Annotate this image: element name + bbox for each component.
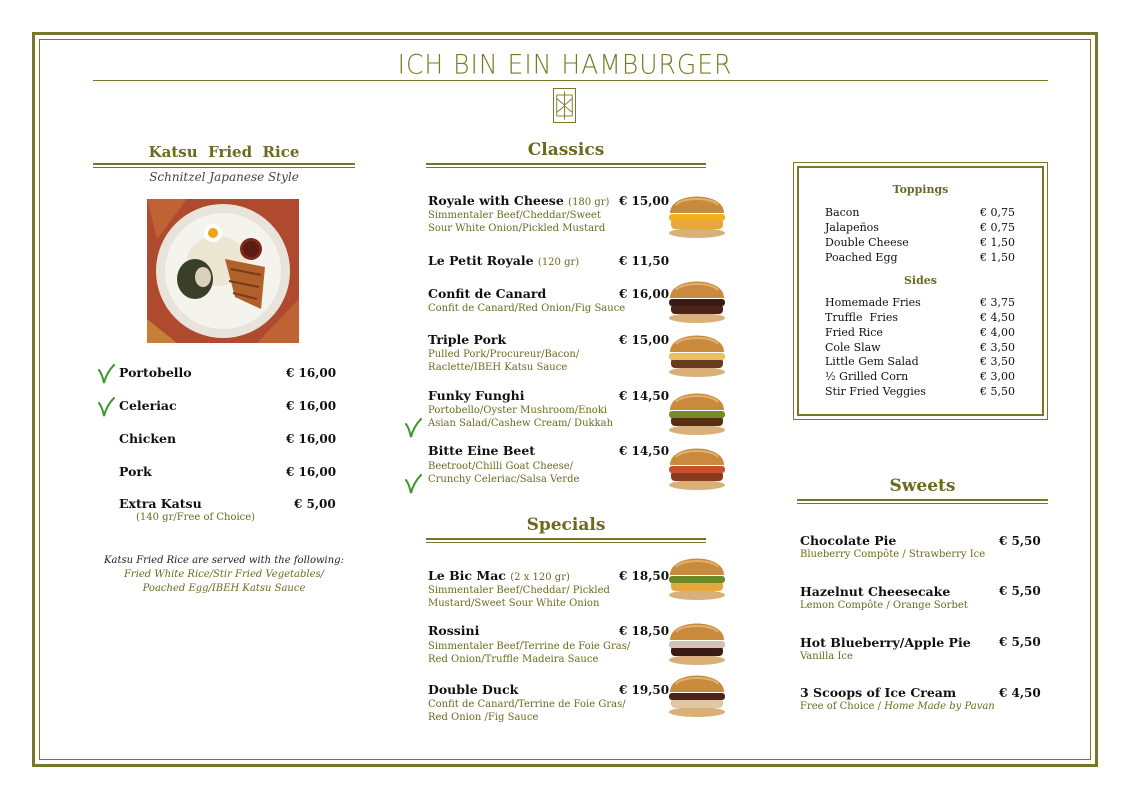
katsu-item-name: Celeriac xyxy=(119,398,177,413)
side-name: Cole Slaw xyxy=(825,341,881,354)
side-price: € 3,75 xyxy=(980,296,1015,309)
sweet-item-price: € 5,50 xyxy=(999,584,1041,598)
menu-item-price: € 18,50 xyxy=(619,569,670,583)
side-price: € 4,00 xyxy=(980,326,1015,339)
menu-item-name xyxy=(428,332,506,347)
katsu-item-price: € 16,00 xyxy=(286,465,337,479)
sweet-item-price: € 4,50 xyxy=(999,686,1041,700)
menu-item-price: € 15,00 xyxy=(619,194,670,208)
menu-item-name xyxy=(428,388,525,403)
katsu-section-title: Katsu Fried Rice xyxy=(148,143,300,161)
burger-photo xyxy=(662,545,732,601)
burger-photo xyxy=(662,322,732,378)
menu-item-description: Confit de Canard/Red Onion/Fig Sauce xyxy=(428,303,626,314)
katsu-item-name: Pork xyxy=(119,464,152,479)
menu-item-description: Beetroot/Chilli Goat Cheese/ xyxy=(428,461,573,472)
extra-katsu-note: (140 gr/Free of Choice) xyxy=(136,512,256,523)
sweet-item-name: Hot Blueberry/Apple Pie xyxy=(800,635,971,650)
sweet-item-description: Vanilla Ice xyxy=(800,651,853,662)
menu-item-description: Raclette/IBEH Katsu Sauce xyxy=(428,362,568,373)
menu-item-description: Pulled Pork/Procureur/Bacon/ xyxy=(428,349,580,360)
menu-item-title: Royale with Cheese xyxy=(428,193,564,208)
topping-price: € 0,75 xyxy=(980,221,1015,234)
menu-item-description: Asian Salad/Cashew Cream/ Dukkah xyxy=(428,418,614,429)
toppings-heading: Toppings xyxy=(892,183,949,196)
menu-item-price: € 11,50 xyxy=(619,254,670,268)
side-price: € 4,50 xyxy=(980,311,1015,324)
katsu-item-price: € 16,00 xyxy=(286,432,337,446)
menu-item-weight: (120 gr) xyxy=(537,257,580,268)
side-name: ½ Grilled Corn xyxy=(825,370,909,383)
menu-item-name xyxy=(428,253,579,268)
katsu-title-underline xyxy=(93,163,355,168)
menu-item-price: € 15,00 xyxy=(619,333,670,347)
side-name: Little Gem Salad xyxy=(825,355,919,368)
menu-item-description: Simmentaler Beef/Cheddar/ Pickled xyxy=(428,585,610,596)
menu-item-name xyxy=(428,623,479,638)
sweet-item-price: € 5,50 xyxy=(999,635,1041,649)
menu-item-price: € 14,50 xyxy=(619,444,670,458)
classics-title-underline xyxy=(426,163,706,168)
menu-item-price: € 16,00 xyxy=(619,287,670,301)
topping-price: € 1,50 xyxy=(980,236,1015,249)
classics-section-title: Classics xyxy=(527,140,605,160)
topping-price: € 0,75 xyxy=(980,206,1015,219)
katsu-item-name: Portobello xyxy=(119,365,192,380)
menu-item-title: Double Duck xyxy=(428,682,519,697)
katsu-item-price: € 16,00 xyxy=(286,366,337,380)
burger-photo xyxy=(662,435,732,491)
menu-item-description: Red Onion /Fig Sauce xyxy=(428,712,539,723)
sweet-item-description: Blueberry Compôte / Strawberry Ice xyxy=(800,549,986,560)
menu-item-title: Rossini xyxy=(428,623,480,638)
side-name: Truffle Fries xyxy=(825,311,899,324)
menu-item-description: Crunchy Celeriac/Salsa Verde xyxy=(428,474,580,485)
vegan-leaf-icon xyxy=(404,418,422,438)
menu-item-description: Simmentaler Beef/Terrine de Foie Gras/ xyxy=(428,641,631,652)
sweet-item-name: Chocolate Pie xyxy=(800,533,897,548)
sweets-title-underline xyxy=(797,499,1048,504)
katsu-served-note: Katsu Fried Rice are served with the following: xyxy=(104,555,344,566)
specials-section-title: Specials xyxy=(526,515,606,535)
restaurant-title: ICH BIN EIN HAMBURGER xyxy=(397,49,733,80)
katsu-served-note: Fried White Rice/Stir Fried Vegetables/ xyxy=(123,569,325,580)
menu-item-title: Le Petit Royale xyxy=(428,253,534,268)
vegan-leaf-icon xyxy=(97,397,115,417)
topping-name: Poached Egg xyxy=(825,251,898,264)
menu-item-title: Confit de Canard xyxy=(428,286,547,301)
side-price: € 5,50 xyxy=(980,385,1015,398)
menu-item-weight: (180 gr) xyxy=(568,197,610,208)
menu-item-title: Triple Pork xyxy=(428,332,507,347)
vegan-leaf-icon xyxy=(97,364,115,384)
burger-photo xyxy=(662,268,732,324)
sweets-section-title: Sweets xyxy=(889,476,956,496)
topping-name: Bacon xyxy=(825,206,860,219)
sweet-item-price: € 5,50 xyxy=(999,534,1041,548)
katsu-item-name: Extra Katsu xyxy=(119,496,202,511)
menu-item-title: Funky Funghi xyxy=(428,388,525,403)
menu-item-name xyxy=(428,682,518,697)
sweet-item-name: 3 Scoops of Ice Cream xyxy=(800,685,957,700)
menu-item-description: Red Onion/Truffle Madeira Sauce xyxy=(428,654,599,665)
menu-item-name xyxy=(428,568,570,583)
menu-item-description: Portobello/Oyster Mushroom/Enoki xyxy=(428,405,608,416)
sweet-desc-text: Free of Choice / xyxy=(800,701,885,712)
menu-item-title: Bitte Eine Beet xyxy=(428,443,536,458)
sweet-item-name: Hazelnut Cheesecake xyxy=(800,584,951,599)
menu-item-description: Confit de Canard/Terrine de Foie Gras/ xyxy=(428,699,626,710)
menu-item-price: € 18,50 xyxy=(619,624,670,638)
katsu-item-price: € 5,00 xyxy=(294,497,336,511)
burger-photo xyxy=(662,183,732,239)
sweet-item-description xyxy=(800,701,995,712)
menu-item-name xyxy=(428,193,609,208)
side-name: Homemade Fries xyxy=(825,296,921,309)
topping-name: Jalapeños xyxy=(825,221,879,234)
menu-item-description: Mustard/Sweet Sour White Onion xyxy=(428,598,600,609)
side-name: Stir Fried Veggies xyxy=(825,385,926,398)
menu-item-description: Sour White Onion/Pickled Mustard xyxy=(428,223,606,234)
menu-item-title: Le Bic Mac xyxy=(428,568,506,583)
header-divider xyxy=(93,80,1048,81)
menu-item-name xyxy=(428,286,546,301)
burger-photo xyxy=(662,662,732,718)
topping-name: Double Cheese xyxy=(825,236,909,249)
burger-photo xyxy=(662,380,732,436)
burger-photo xyxy=(662,610,732,666)
menu-item-weight: (2 x 120 gr) xyxy=(510,572,570,583)
logo-mark-icon xyxy=(553,88,576,123)
katsu-photo xyxy=(147,199,299,343)
vegan-leaf-icon xyxy=(404,474,422,494)
menu-item-description: Simmentaler Beef/Cheddar/Sweet xyxy=(428,210,601,221)
menu-item-price: € 14,50 xyxy=(619,389,670,403)
katsu-subtitle: Schnitzel Japanese Style xyxy=(149,170,299,184)
katsu-item-name: Chicken xyxy=(119,431,177,446)
sweet-item-description: Lemon Compôte / Orange Sorbet xyxy=(800,600,968,611)
sweet-desc-italic: Home Made by Pavan xyxy=(884,701,995,712)
topping-price: € 1,50 xyxy=(980,251,1015,264)
katsu-served-note: Poached Egg/IBEH Katsu Sauce xyxy=(142,583,306,594)
side-name: Fried Rice xyxy=(825,326,883,339)
menu-item-price: € 19,50 xyxy=(619,683,670,697)
menu-item-name xyxy=(428,443,535,458)
side-price: € 3,50 xyxy=(980,341,1015,354)
sides-heading: Sides xyxy=(903,274,937,287)
side-price: € 3,50 xyxy=(980,355,1015,368)
katsu-item-price: € 16,00 xyxy=(286,399,337,413)
specials-title-underline xyxy=(426,538,706,543)
side-price: € 3,00 xyxy=(980,370,1015,383)
